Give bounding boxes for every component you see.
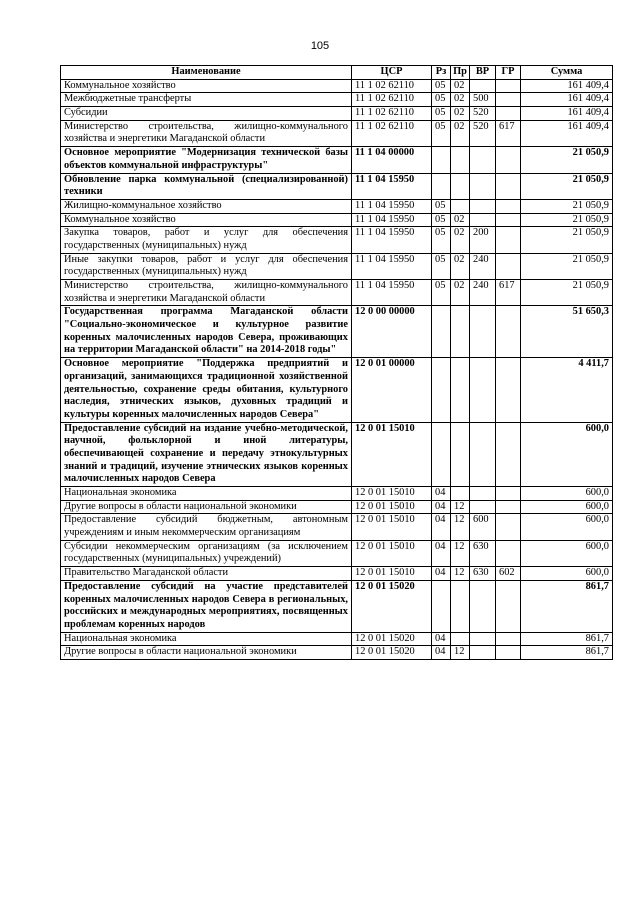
cell-sum: 161 409,4 bbox=[521, 79, 613, 93]
cell-rz: 05 bbox=[432, 93, 451, 107]
cell-pr: 02 bbox=[451, 79, 470, 93]
cell-pr bbox=[451, 173, 470, 199]
cell-sum: 861,7 bbox=[521, 580, 613, 632]
header-rz: Рз bbox=[432, 66, 451, 80]
table-row bbox=[61, 514, 613, 540]
cell-rz: 05 bbox=[432, 199, 451, 213]
cell-gr bbox=[496, 173, 521, 199]
cell-gr bbox=[496, 199, 521, 213]
cell-name: Другие вопросы в области национальной экономики bbox=[61, 646, 352, 660]
cell-rz: 04 bbox=[432, 514, 451, 540]
cell-vr: 600 bbox=[470, 514, 496, 540]
table-row bbox=[61, 540, 613, 566]
cell-rz: 04 bbox=[432, 567, 451, 581]
cell-rz: 05 bbox=[432, 107, 451, 121]
table-row bbox=[61, 306, 613, 358]
cell-vr: 520 bbox=[470, 120, 496, 146]
cell-sum: 21 050,9 bbox=[521, 147, 613, 173]
cell-csr: 11 1 02 62110 bbox=[352, 107, 432, 121]
table-row bbox=[61, 173, 613, 199]
cell-name: Коммунальное хозяйство bbox=[61, 79, 352, 93]
cell-sum: 861,7 bbox=[521, 632, 613, 646]
cell-csr: 11 1 04 15950 bbox=[352, 199, 432, 213]
cell-csr: 12 0 01 15010 bbox=[352, 540, 432, 566]
cell-rz bbox=[432, 358, 451, 422]
cell-csr: 11 1 02 62110 bbox=[352, 93, 432, 107]
cell-csr: 11 1 04 15950 bbox=[352, 173, 432, 199]
cell-pr bbox=[451, 632, 470, 646]
cell-sum: 21 050,9 bbox=[521, 173, 613, 199]
cell-pr: 12 bbox=[451, 500, 470, 514]
cell-pr: 02 bbox=[451, 280, 470, 306]
cell-vr bbox=[470, 487, 496, 501]
header-name: Наименование bbox=[61, 66, 352, 80]
table-row bbox=[61, 632, 613, 646]
cell-gr bbox=[496, 213, 521, 227]
cell-csr: 12 0 01 15020 bbox=[352, 632, 432, 646]
cell-rz bbox=[432, 306, 451, 358]
header-pr: Пр bbox=[451, 66, 470, 80]
cell-sum: 21 050,9 bbox=[521, 280, 613, 306]
header-gr: ГР bbox=[496, 66, 521, 80]
cell-vr: 500 bbox=[470, 93, 496, 107]
cell-rz: 05 bbox=[432, 79, 451, 93]
cell-vr: 240 bbox=[470, 253, 496, 279]
cell-gr bbox=[496, 580, 521, 632]
page-number: 105 bbox=[310, 40, 330, 52]
cell-sum: 600,0 bbox=[521, 422, 613, 486]
cell-csr: 12 0 01 15010 bbox=[352, 514, 432, 540]
cell-gr bbox=[496, 358, 521, 422]
table-row bbox=[61, 280, 613, 306]
cell-pr: 02 bbox=[451, 227, 470, 253]
cell-pr: 02 bbox=[451, 253, 470, 279]
cell-gr bbox=[496, 93, 521, 107]
cell-rz: 05 bbox=[432, 253, 451, 279]
cell-gr bbox=[496, 79, 521, 93]
table-row bbox=[61, 253, 613, 279]
cell-vr bbox=[470, 199, 496, 213]
table-row bbox=[61, 580, 613, 632]
cell-vr bbox=[470, 646, 496, 660]
cell-vr bbox=[470, 79, 496, 93]
cell-rz: 04 bbox=[432, 540, 451, 566]
cell-csr: 12 0 01 15020 bbox=[352, 580, 432, 632]
cell-gr: 617 bbox=[496, 280, 521, 306]
cell-name: Министерство строительства, жилищно-коммунального хозяйства и энергетики Магаданской области bbox=[61, 280, 352, 306]
cell-pr bbox=[451, 487, 470, 501]
cell-name: Основное мероприятие "Модернизация технической базы объектов коммунальной инфраструктуры" bbox=[61, 147, 352, 173]
cell-name: Национальная экономика bbox=[61, 487, 352, 501]
cell-name: Предоставление субсидий на участие представителей коренных малочисленных народов Севера в региональных, российских и международных мероприятиях, посвященных проблемам коренных народов bbox=[61, 580, 352, 632]
cell-sum: 51 650,3 bbox=[521, 306, 613, 358]
cell-sum: 21 050,9 bbox=[521, 213, 613, 227]
cell-sum: 21 050,9 bbox=[521, 253, 613, 279]
cell-sum: 161 409,4 bbox=[521, 93, 613, 107]
cell-gr bbox=[496, 422, 521, 486]
cell-rz bbox=[432, 580, 451, 632]
cell-csr: 12 0 01 15020 bbox=[352, 646, 432, 660]
cell-csr: 11 1 04 15950 bbox=[352, 213, 432, 227]
cell-rz: 04 bbox=[432, 500, 451, 514]
table-row bbox=[61, 107, 613, 121]
cell-sum: 4 411,7 bbox=[521, 358, 613, 422]
table-row bbox=[61, 79, 613, 93]
table-row bbox=[61, 147, 613, 173]
table-row bbox=[61, 93, 613, 107]
cell-rz: 04 bbox=[432, 632, 451, 646]
cell-gr bbox=[496, 540, 521, 566]
cell-csr: 12 0 01 15010 bbox=[352, 422, 432, 486]
cell-gr bbox=[496, 107, 521, 121]
cell-name: Обновление парка коммунальной (специализированной) техники bbox=[61, 173, 352, 199]
cell-sum: 600,0 bbox=[521, 540, 613, 566]
cell-name: Закупка товаров, работ и услуг для обеспечения государственных (муниципальных) нужд bbox=[61, 227, 352, 253]
cell-vr: 630 bbox=[470, 540, 496, 566]
cell-pr: 02 bbox=[451, 120, 470, 146]
cell-pr bbox=[451, 199, 470, 213]
cell-sum: 21 050,9 bbox=[521, 227, 613, 253]
cell-name: Предоставление субсидий бюджетным, автономным учреждениям и иным некоммерческим организациям bbox=[61, 514, 352, 540]
cell-vr bbox=[470, 173, 496, 199]
table-row bbox=[61, 213, 613, 227]
cell-sum: 161 409,4 bbox=[521, 107, 613, 121]
cell-rz: 04 bbox=[432, 646, 451, 660]
cell-sum: 600,0 bbox=[521, 514, 613, 540]
table-row bbox=[61, 120, 613, 146]
cell-name: Правительство Магаданской области bbox=[61, 567, 352, 581]
cell-gr: 617 bbox=[496, 120, 521, 146]
cell-gr bbox=[496, 253, 521, 279]
cell-name: Субсидии некоммерческим организациям (за исключением государственных (муниципальных) учреждений) bbox=[61, 540, 352, 566]
cell-name: Другие вопросы в области национальной экономики bbox=[61, 500, 352, 514]
cell-pr: 12 bbox=[451, 646, 470, 660]
cell-pr bbox=[451, 580, 470, 632]
cell-vr: 200 bbox=[470, 227, 496, 253]
cell-csr: 12 0 01 15010 bbox=[352, 500, 432, 514]
cell-vr bbox=[470, 500, 496, 514]
cell-csr: 12 0 01 00000 bbox=[352, 358, 432, 422]
cell-vr bbox=[470, 213, 496, 227]
cell-rz: 05 bbox=[432, 120, 451, 146]
cell-pr: 02 bbox=[451, 107, 470, 121]
cell-pr: 02 bbox=[451, 213, 470, 227]
cell-pr: 02 bbox=[451, 93, 470, 107]
cell-vr bbox=[470, 306, 496, 358]
cell-vr bbox=[470, 580, 496, 632]
cell-gr bbox=[496, 632, 521, 646]
cell-vr: 240 bbox=[470, 280, 496, 306]
cell-gr bbox=[496, 227, 521, 253]
cell-sum: 161 409,4 bbox=[521, 120, 613, 146]
cell-csr: 11 1 04 15950 bbox=[352, 280, 432, 306]
budget-table bbox=[60, 65, 613, 660]
table-row bbox=[61, 422, 613, 486]
table-row bbox=[61, 500, 613, 514]
cell-vr bbox=[470, 422, 496, 486]
cell-name: Жилищно-коммунальное хозяйство bbox=[61, 199, 352, 213]
header-vr: ВР bbox=[470, 66, 496, 80]
cell-name: Предоставление субсидий на издание учебно-методической, научной, фольклорной и иной литературы, обеспечивающей сохранение и передачу этнокультурных знаний и традиций, изучение этнических языков коренных малочисленных народов Севера bbox=[61, 422, 352, 486]
cell-gr bbox=[496, 147, 521, 173]
cell-rz bbox=[432, 422, 451, 486]
cell-name: Национальная экономика bbox=[61, 632, 352, 646]
table-row bbox=[61, 646, 613, 660]
cell-sum: 861,7 bbox=[521, 646, 613, 660]
cell-gr bbox=[496, 500, 521, 514]
cell-rz: 04 bbox=[432, 487, 451, 501]
cell-gr bbox=[496, 646, 521, 660]
cell-rz bbox=[432, 173, 451, 199]
table-header-row bbox=[61, 66, 613, 80]
cell-csr: 11 1 04 15950 bbox=[352, 253, 432, 279]
cell-pr bbox=[451, 358, 470, 422]
table-row bbox=[61, 567, 613, 581]
cell-sum: 600,0 bbox=[521, 567, 613, 581]
table-row bbox=[61, 199, 613, 213]
cell-csr: 12 0 01 15010 bbox=[352, 567, 432, 581]
cell-rz bbox=[432, 147, 451, 173]
header-sum: Сумма bbox=[521, 66, 613, 80]
cell-rz: 05 bbox=[432, 213, 451, 227]
cell-vr bbox=[470, 147, 496, 173]
cell-name: Государственная программа Магаданской области "Социально-экономическое и культурное развитие коренных малочисленных народов Севера, проживающих на территории Магаданской области" на 2014-2018 годы" bbox=[61, 306, 352, 358]
cell-rz: 05 bbox=[432, 227, 451, 253]
cell-sum: 600,0 bbox=[521, 487, 613, 501]
table-row bbox=[61, 227, 613, 253]
table-row bbox=[61, 358, 613, 422]
cell-pr: 12 bbox=[451, 514, 470, 540]
cell-name: Коммунальное хозяйство bbox=[61, 213, 352, 227]
cell-gr bbox=[496, 514, 521, 540]
cell-csr: 11 1 04 00000 bbox=[352, 147, 432, 173]
cell-pr bbox=[451, 422, 470, 486]
table-row bbox=[61, 487, 613, 501]
cell-pr: 12 bbox=[451, 567, 470, 581]
cell-name: Межбюджетные трансферты bbox=[61, 93, 352, 107]
cell-pr bbox=[451, 147, 470, 173]
cell-csr: 11 1 02 62110 bbox=[352, 120, 432, 146]
cell-sum: 600,0 bbox=[521, 500, 613, 514]
cell-rz: 05 bbox=[432, 280, 451, 306]
cell-gr bbox=[496, 487, 521, 501]
cell-sum: 21 050,9 bbox=[521, 199, 613, 213]
cell-name: Субсидии bbox=[61, 107, 352, 121]
cell-vr bbox=[470, 632, 496, 646]
cell-vr bbox=[470, 358, 496, 422]
cell-vr: 520 bbox=[470, 107, 496, 121]
cell-gr bbox=[496, 306, 521, 358]
cell-csr: 12 0 01 15010 bbox=[352, 487, 432, 501]
cell-pr: 12 bbox=[451, 540, 470, 566]
cell-csr: 11 1 04 15950 bbox=[352, 227, 432, 253]
cell-pr bbox=[451, 306, 470, 358]
cell-name: Иные закупки товаров, работ и услуг для обеспечения государственных (муниципальных) нужд bbox=[61, 253, 352, 279]
cell-csr: 12 0 00 00000 bbox=[352, 306, 432, 358]
header-csr: ЦСР bbox=[352, 66, 432, 80]
cell-gr: 602 bbox=[496, 567, 521, 581]
cell-name: Министерство строительства, жилищно-коммунального хозяйства и энергетики Магаданской области bbox=[61, 120, 352, 146]
cell-vr: 630 bbox=[470, 567, 496, 581]
cell-csr: 11 1 02 62110 bbox=[352, 79, 432, 93]
cell-name: Основное мероприятие "Поддержка предприятий и организаций, занимающихся традиционной хозяйственной деятельностью, сохранение среды обитания, культурного наследия, этнических языков, духовных традиций и культуры коренных малочисленных народов Севера" bbox=[61, 358, 352, 422]
